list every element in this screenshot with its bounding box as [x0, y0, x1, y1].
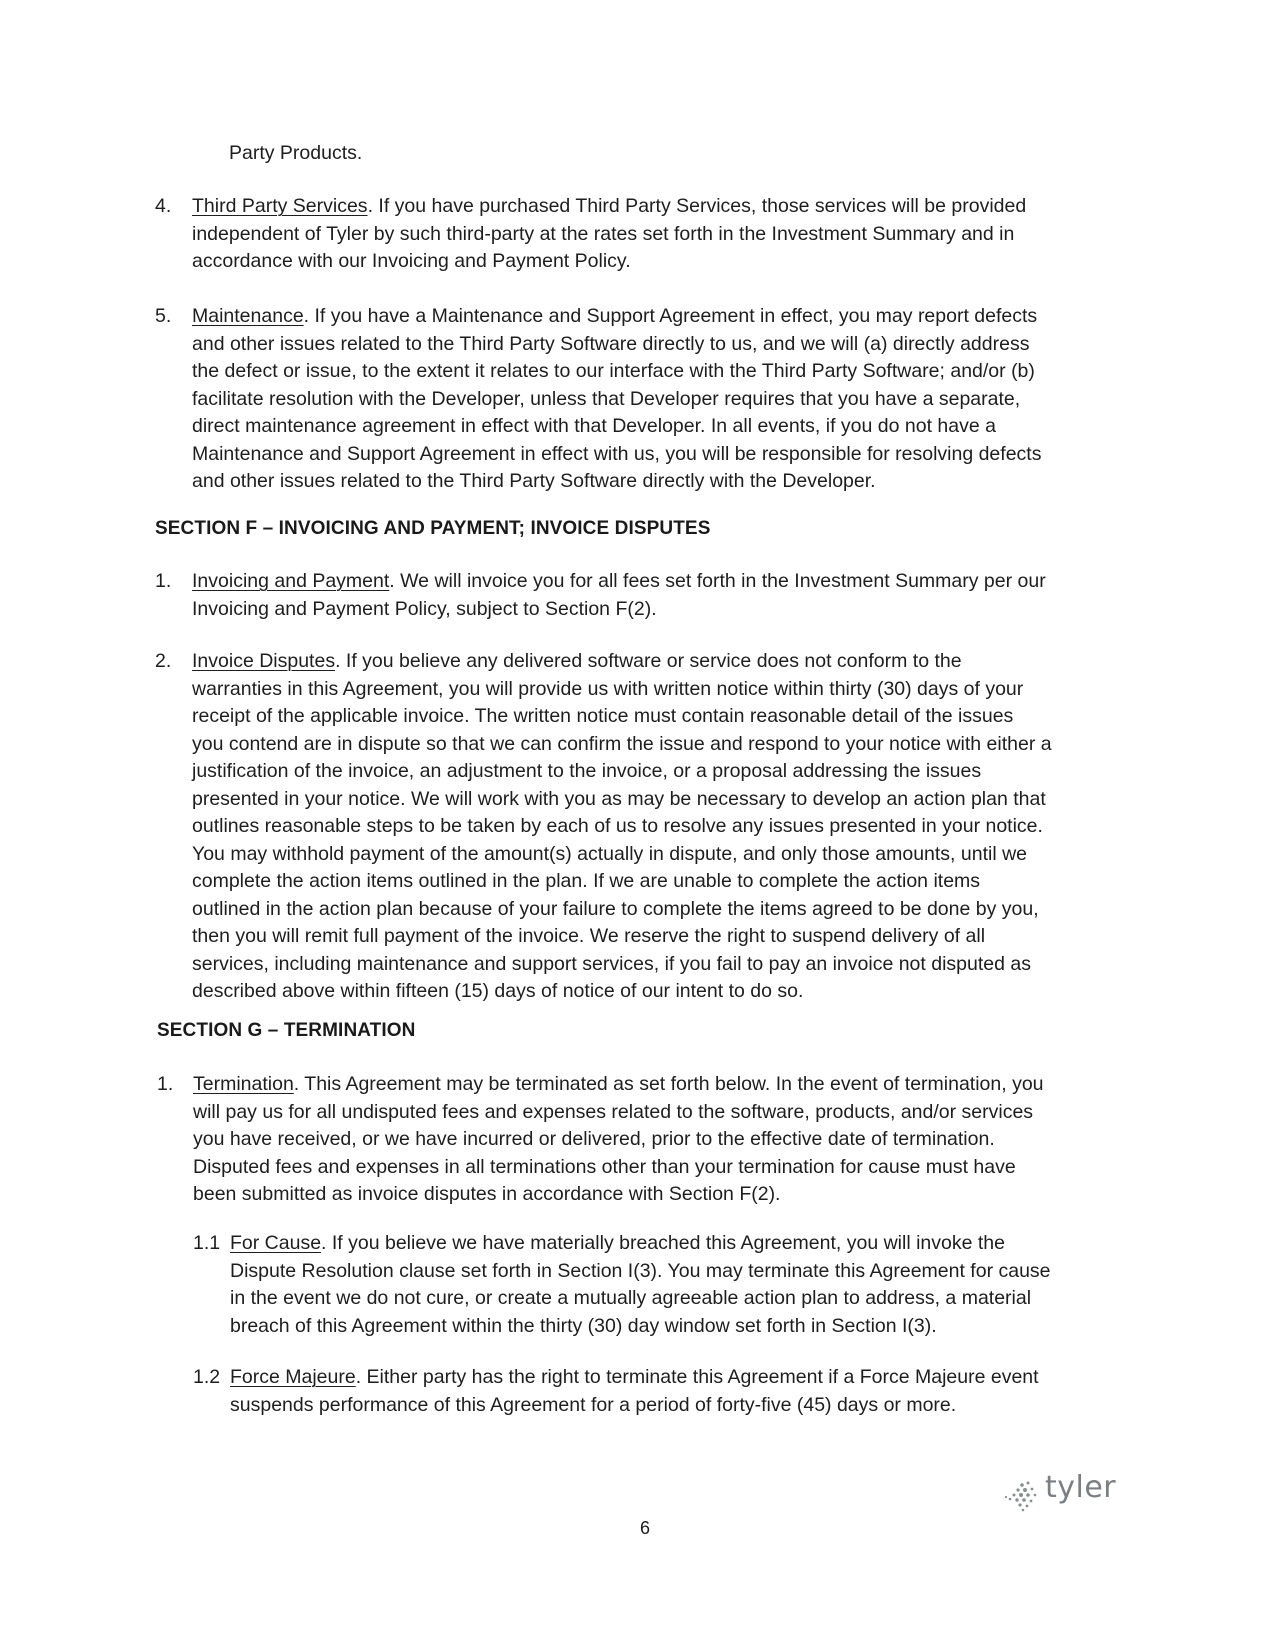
tyler-logo-text: tyler — [1045, 1470, 1117, 1505]
intro-fragment: Party Products. — [229, 142, 363, 164]
page-number: 6 — [640, 1518, 651, 1538]
section-f-heading: SECTION F – INVOICING AND PAYMENT; INVOICE DISPUTES — [155, 518, 711, 539]
item-title: Invoice Disputes — [192, 650, 336, 672]
item-title: Third Party Services — [192, 195, 368, 217]
item-title: Invoicing and Payment — [192, 570, 390, 592]
item-title: Force Majeure — [230, 1366, 356, 1388]
document-page: Party Products. 4. Third Party Services. If you have purchased Third Party Services, those services will be provided independent of Tyler by such third-party at the rates set forth in the Investment Summary and in accordance with our Invoicing and Payment Policy. 5. Maintenance. If you have a Maintenance and Support Agreement in effect, you may report defects and other issues related to the Third Party Software directly to us, and we will (a) directly address the defect or issue, to the extent it relates to our interface with the Third Party Software; and/or (b) facilitate resolution with the Developer, unless that Developer requires that you have a separate, direct maintenance agreement in effect with that Developer. In all events, if you do not have a Maintenance and Support Agreement in effect with us, you will be responsible for resolving defects and other issues related to the Third Party Software directly with the Developer. SECTION F – INVOICING AND PAYMENT; INVOICE DISPUTES 1. Invoicing and Payment. We will invoice you for all fees set forth in the Investment Summary per our Invoicing and Payment Policy, subject to Section F(2). 2. Invoice Disputes. If you believe any delivered software or service does not conform to the warranties in this Agreement, you will provide us with written notice within thirty (30) days of your receipt of the applicable invoice. The written notice must contain reasonable detail of the issues you contend are in dispute so that we can confirm the issue and respond to your notice with either a justification of the invoice, an adjustment to the invoice, or a proposal addressing the issues presented in your notice. We will work with you as may be necessary to develop an action plan that outlines reasonable steps to be taken by each of us to resolve any issues presented in your notice. You may withhold payment of the amount(s) actually in dispute, and only those amounts, until we complete the action items outlined in the plan. If we are unable to complete the action items outlined in the action plan because of your failure to complete the items agreed to be done by you, then you will remit full payment of the invoice. We reserve the right to suspend delivery of all services, including maintenance and support services, if you fail to pay an invoice not disputed as described above within fifteen (15) days of notice of our intent to do so. SECTION G – TERMINATION 1. Termination. This Agreement may be terminated as set forth below. In the event of termination, you will pay us for all undisputed fees and expenses related to the software, products, and/or services you have received, or we have incurred or delivered, prior to the effective date of termination. Disputed fees and expenses in all terminations other than your termination for cause must have been submitted as invoice disputes in accordance with Section F(2). 1.1 For Cause. If you believe we have materially breached this Agreement, you will invoke the Dispute Resolution clause set forth in Section I(3). You may terminate this Agreement for cause in the event we do not cure, or create a mutually agreeable action plan to address, a material breach of this Agreement within the thirty (30) day window set forth in Section I(3). 1.2 Force Majeure. Either party has the right to terminate this Agreement if a Force Majeure event suspends performance of this Agreement for a period of forty-five (45) days or more. tyler 6 — [0, 0, 1275, 1651]
item-title: Maintenance — [192, 305, 304, 327]
item-title: For Cause — [230, 1232, 322, 1254]
section-g-heading: SECTION G – TERMINATION — [157, 1020, 416, 1041]
item-title: Termination — [193, 1073, 294, 1095]
